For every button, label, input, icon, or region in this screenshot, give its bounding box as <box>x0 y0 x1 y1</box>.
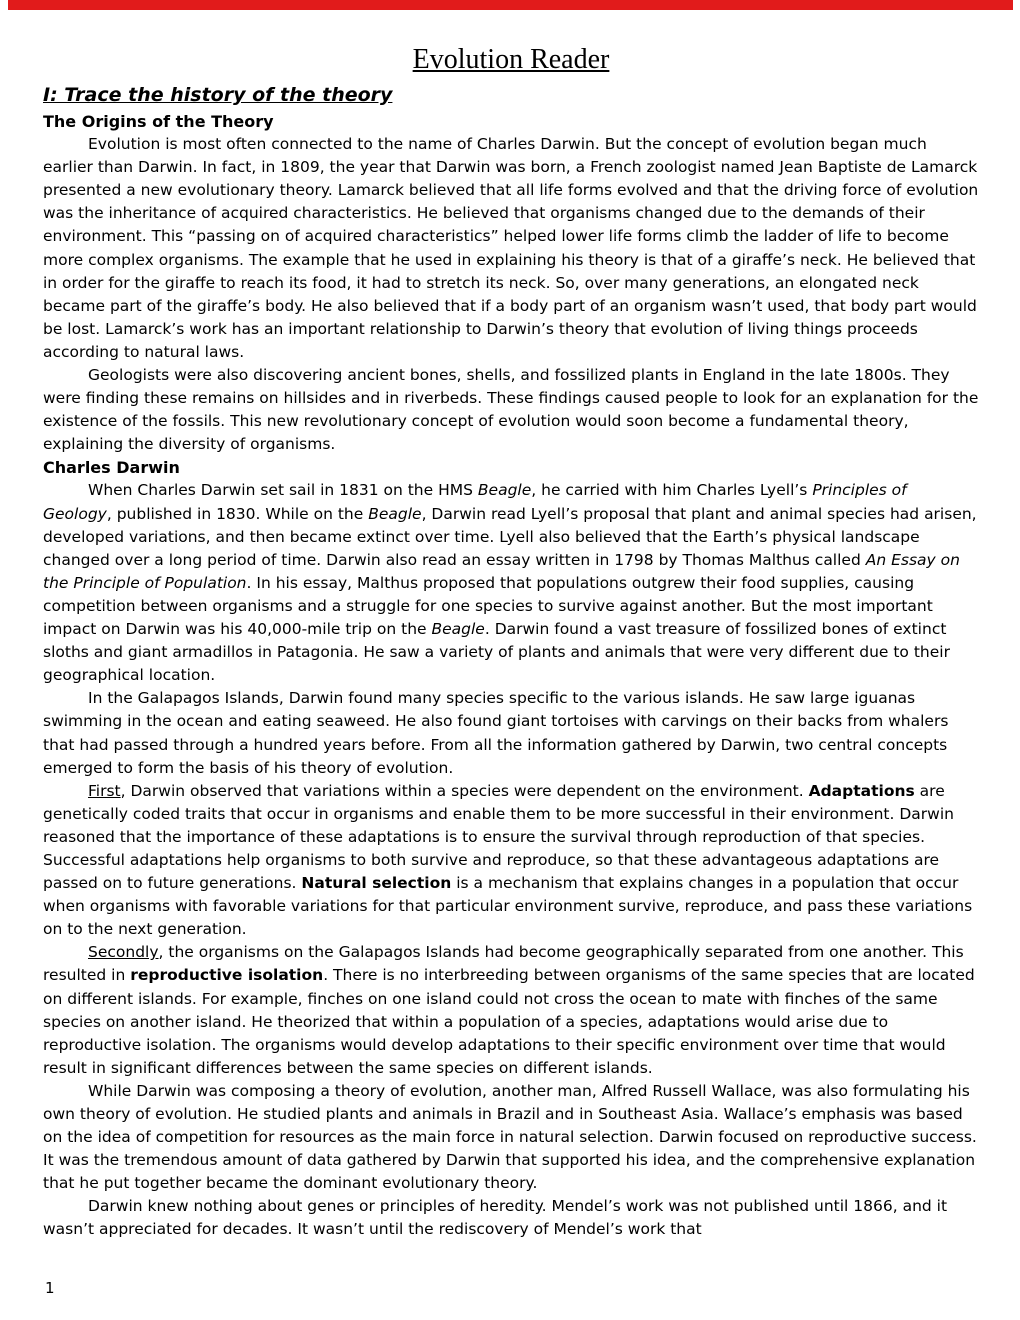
text-run: Darwin knew nothing about genes or principles of heredity. Mendel’s work was not published until 1866, and it wasn’t appreciated for decades. It wasn’t until the rediscovery of Mendel’s work that <box>43 1197 948 1239</box>
paragraph <box>43 780 979 942</box>
text-run: First <box>88 781 121 800</box>
top-accent-bar <box>8 0 1013 10</box>
text-run: , Darwin read Lyell’s proposal that plant and animal species had arisen, developed variations, and then became extinct over time. Lyell also believed that the Earth’s physical landscape changed over a long period of time. Darwin also read an essay written in 1798 by Thomas Malthus called <box>43 504 977 569</box>
text-run: Geologists were also discovering ancient bones, shells, and fossilized plants in England in the late 1800s. They were finding these remains on hillsides and in riverbeds. These findings caused people to look for an explanation for the existence of the fossils. This new revolutionary concept of evolution would soon become a fundamental theory, explaining the diversity of organisms. <box>43 366 979 454</box>
text-run: Beagle <box>368 504 422 523</box>
page-number: 1 <box>45 1279 55 1297</box>
text-run: When Charles Darwin set sail in 1831 on the HMS <box>88 481 478 500</box>
paragraph <box>43 1080 979 1195</box>
text-run: Evolution is most often connected to the name of Charles Darwin. But the concept of evolution began much earlier than Darwin. In fact, in 1809, the year that Darwin was born, a French zoologist named Jean Baptiste de Lamarck presented a new evolutionary theory. Lamarck believed that all life forms evolved and that the driving force of evolution was the inheritance of acquired characteristics. He believed that organisms changed due to the demands of their environment. This “passing on of acquired characteristics” helped lower life forms climb the ladder of life to become more complex organisms. The example that he used in explaining his theory is that of a giraffe’s neck. He believed that in order for the giraffe to reach its food, it had to stretch its neck. So, over many generations, an elongated neck became part of the giraffe’s body. He also believed that if a body part of an organism wasn’t used, that body part would be lost. Lamarck’s work has an important relationship to Darwin’s theory that evolution of living things proceeds according to natural laws. <box>43 135 979 361</box>
text-run: , published in 1830. While on the <box>106 504 369 523</box>
text-run: are genetically coded traits that occur in organisms and enable them to be more successful in their environment. Darwin reasoned that the importance of these adaptations is to ensure the survival through reproduction of that species. Successful adaptations help organisms to both survive and reproduce, so that these advantageous adaptations are passed on to future generations. <box>43 781 954 893</box>
text-run: Beagle <box>477 481 532 500</box>
text-run: Secondly <box>88 943 159 962</box>
page-content <box>43 44 979 1242</box>
paragraph <box>43 364 979 456</box>
text-run: is a mechanism that explains changes in a population that occur when organisms with favorable variations for that particular environment survive, reproduce, and pass these variations on to the next generation. <box>43 874 973 939</box>
section-subheading: The Origins of the Theory <box>43 111 274 131</box>
text-run: . In his essay, Malthus proposed that populations outgrew their food supplies, causing competition between organisms and a struggle for one species to survive against another. But the most important impact on Darwin was his 40,000-mile trip on the <box>43 573 933 639</box>
text-run: In the Galapagos Islands, Darwin found many species specific to the various islands. He saw large iguanas swimming in the ocean and eating seaweed. He also found giant tortoises with carvings on their backs from whalers that had passed through a hundred years before. From all the information gathered by Darwin, two central concepts emerged to form the basis of his theory of evolution. <box>43 689 949 777</box>
paragraph <box>43 941 979 1080</box>
text-run: Adaptations <box>808 781 915 800</box>
text-run: , he carried with him Charles Lyell’s <box>531 481 813 500</box>
paragraph <box>43 1195 979 1241</box>
section-subheading: Charles Darwin <box>43 458 180 478</box>
text-run: . There is no interbreeding between organisms of the same species that are located on different islands. For example, finches on one island could not cross the ocean to mate with finches of the same species on another island. He theorized that within a population of a species, adaptations would arise due to reproductive isolation. The organisms would develop adaptations to their specific environment over time that would result in significant differences between the same species on different islands. <box>43 966 975 1077</box>
text-run: . Darwin found a vast treasure of fossilized bones of extinct sloths and giant armadillos in Patagonia. He saw a variety of plants and animals that were very different due to their geographical location. <box>43 620 950 685</box>
text-run: reproductive isolation <box>130 966 324 985</box>
text-run: An Essay on the Principle of Population <box>43 550 960 592</box>
document-title: Evolution Reader <box>412 44 610 75</box>
text-run: While Darwin was composing a theory of evolution, another man, Alfred Russell Wallace, was also formulating his own theory of evolution. He studied plants and animals in Brazil and in Southeast Asia. Wallace’s emphasis was based on the idea of competition for resources as the main force in natural selection. Darwin focused on reproductive success. It was the tremendous amount of data gathered by Darwin that supported his idea, and the comprehensive explanation that he put together became the dominant evolutionary theory. <box>43 1081 977 1193</box>
section-heading: I: Trace the history of the theory <box>43 84 393 107</box>
text-run: , the organisms on the Galapagos Islands had become geographically separated from one another. This resulted in <box>43 943 964 985</box>
text-run: , Darwin observed that variations within a species were dependent on the environment. <box>120 781 809 800</box>
paragraph <box>43 133 979 364</box>
text-run: Natural selection <box>301 874 452 893</box>
text-run: Principles of Geology <box>43 481 907 523</box>
paragraph <box>43 687 979 779</box>
paragraph <box>43 479 979 687</box>
document-body <box>43 110 979 1242</box>
text-run: Beagle <box>431 620 485 639</box>
